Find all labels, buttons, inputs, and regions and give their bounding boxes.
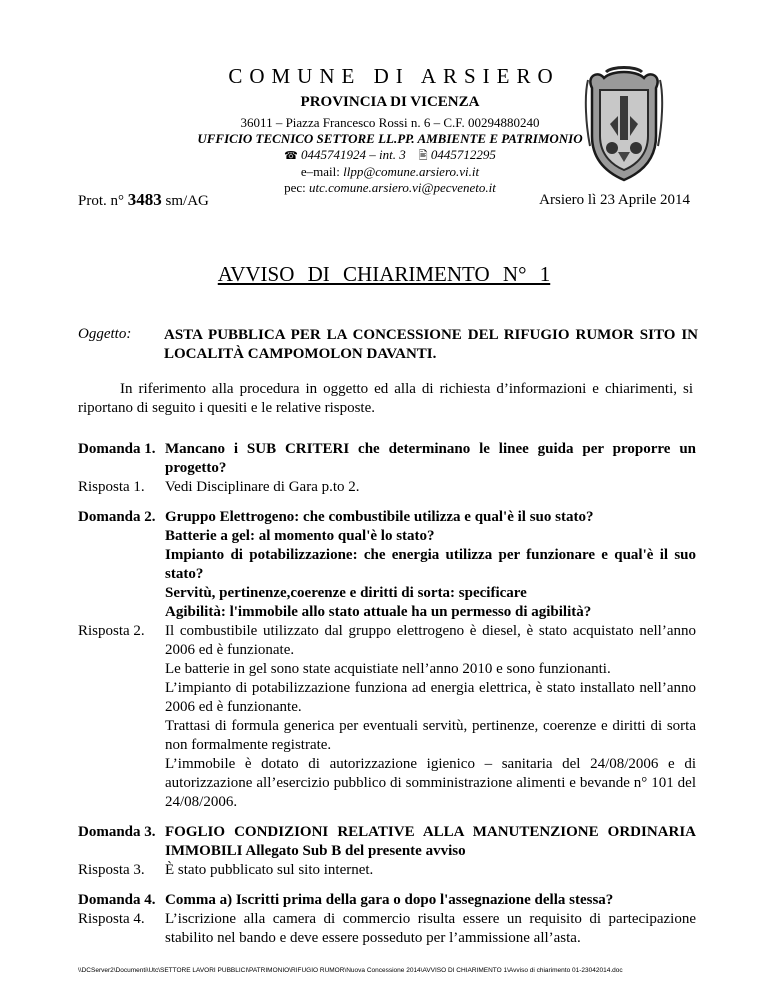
email-line: [140, 164, 640, 180]
pec-address: utc.comune.arsiero.vi@pecveneto.it: [308, 180, 496, 195]
question-line: Impianto di potabilizzazione: che energia utilizza per funzionare e qual'è il suo stato?: [165, 547, 696, 582]
protocol-value: 3483: [127, 190, 162, 209]
email-address: llpp@comune.arsiero.vi.it: [343, 164, 480, 179]
subject-text: ASTA PUBBLICA PER LA CONCESSIONE DEL RIFUGIO RUMOR SITO IN LOCALITÀ CAMPOMOLON DAVANTI.: [164, 327, 698, 362]
letterhead: [140, 64, 640, 196]
answer-text: [165, 910, 696, 948]
answer-text: [165, 622, 696, 812]
qa-item: [78, 508, 696, 812]
question-label: Domanda 4.: [78, 892, 156, 908]
answer-label: Risposta 3.: [78, 862, 145, 878]
municipality-title: COMUNE DI ARSIERO: [228, 64, 560, 88]
phone-icon: ☎: [284, 149, 298, 162]
protocol-prefix: Prot. n°: [78, 193, 125, 209]
protocol-number: [78, 190, 209, 210]
question-label: Domanda 1.: [78, 441, 156, 457]
office-name: UFFICIO TECNICO SETTORE LL.PP. AMBIENTE E PATRIMONIO: [197, 131, 583, 146]
question-label: Domanda 2.: [78, 509, 156, 525]
answer-row: [78, 622, 696, 812]
question-row: [78, 508, 696, 622]
answer-row: [78, 478, 696, 497]
question-text: [165, 508, 696, 622]
file-path-footer: \\DCServer2\Documenti\Utc\SETTORE LAVORI PUBBLICI\PATRIMONIO\RIFUGIO RUMOR\Nuova Concessione 2014\AVVISO DI CHIARIMENTO 1\Avviso di chiarimento 01-23042014.doc: [78, 967, 623, 974]
answer-label: Risposta 4.: [78, 911, 145, 927]
question-line: Mancano i SUB CRITERI che determinano le linee guida per proporre un progetto?: [165, 441, 696, 476]
question-line: Agibilità: l'immobile allo stato attuale ha un permesso di agibilità?: [165, 604, 592, 620]
answer-label: Risposta 1.: [78, 479, 145, 495]
qa-item: [78, 440, 696, 497]
pec-label: pec:: [284, 180, 306, 195]
question-text: [165, 891, 696, 910]
qa-item: [78, 823, 696, 880]
question-text: [165, 440, 696, 478]
question-text: [165, 823, 696, 861]
answer-line: Vedi Disciplinare di Gara p.to 2.: [165, 479, 360, 495]
question-line: Batterie a gel: al momento qual'è lo stato?: [165, 528, 435, 544]
phone-fax-line: [140, 147, 640, 164]
answer-text: [165, 478, 696, 497]
answer-label: Risposta 2.: [78, 623, 145, 639]
question-row: [78, 823, 696, 861]
qa-list: [78, 440, 696, 959]
answer-line: Le batterie in gel sono state acquistiate nell’anno 2010 e sono funzionanti.: [165, 661, 611, 677]
answer-text: [165, 861, 696, 880]
question-row: [78, 891, 696, 910]
fax-icon: 🖹: [418, 149, 428, 162]
subject-section: [78, 326, 698, 364]
answer-line: L’impianto di potabilizzazione funziona ad energia elettrica, è stato installato nell’anno 2006 ed è funzionante.: [165, 680, 696, 715]
fax-number: 0445712295: [430, 147, 496, 162]
question-row: [78, 440, 696, 478]
notice-title: AVVISO DI CHIARIMENTO N° 1: [217, 262, 551, 286]
question-label: Domanda 3.: [78, 824, 156, 840]
subject-label: Oggetto:: [78, 326, 132, 342]
phone-number: 0445741924 – int. 3: [301, 147, 406, 162]
question-line: FOGLIO CONDIZIONI RELATIVE ALLA MANUTENZIONE ORDINARIA IMMOBILI Allegato Sub B del presente avviso: [165, 824, 696, 859]
qa-item: [78, 891, 696, 948]
answer-row: [78, 910, 696, 948]
address-line: 36011 – Piazza Francesco Rossi n. 6 – C.F. 00294880240: [240, 115, 540, 130]
question-line: Comma a) Iscritti prima della gara o dopo l'assegnazione della stessa?: [165, 892, 614, 908]
question-line: Servitù, pertinenze,coerenze e diritti di sorta: specificare: [165, 585, 527, 601]
answer-row: [78, 861, 696, 880]
answer-line: L’immobile è dotato di autorizzazione igienico – sanitaria del 24/08/2006 e di autorizzazione all’esercizio pubblico di somministrazione alimenti e bevande n° 101 del 24/08/2006.: [165, 756, 696, 810]
document-date: Arsiero lì 23 Aprile 2014: [539, 192, 690, 208]
answer-line: Il combustibile utilizzato dal gruppo elettrogeno è diesel, è stato acquistato nell’anno 2006 ed è funzionate.: [165, 623, 696, 658]
province-name: PROVINCIA DI VICENZA: [300, 94, 480, 110]
question-line: Gruppo Elettrogeno: che combustibile utilizza e qual'è il suo stato?: [165, 509, 594, 525]
answer-line: L’iscrizione alla camera di commercio risulta essere un requisito di partecipazione stabilito nel bando e deve essere posseduto per l’ammissione all’asta.: [165, 911, 696, 946]
intro-paragraph: In riferimento alla procedura in oggetto ed alla di richiesta d’informazioni e chiarimenti, si riportano di seguito i quesiti e le relative risposte.: [78, 381, 693, 416]
answer-line: Trattasi di formula generica per eventuali servitù, pertinenze, coerenze e diritti di sorta non formalmente registrate.: [165, 718, 696, 753]
email-label: e–mail:: [300, 164, 340, 179]
protocol-suffix: sm/AG: [165, 193, 209, 209]
answer-line: È stato pubblicato sul sito internet.: [165, 862, 374, 878]
coat-of-arms-icon: [582, 66, 666, 182]
